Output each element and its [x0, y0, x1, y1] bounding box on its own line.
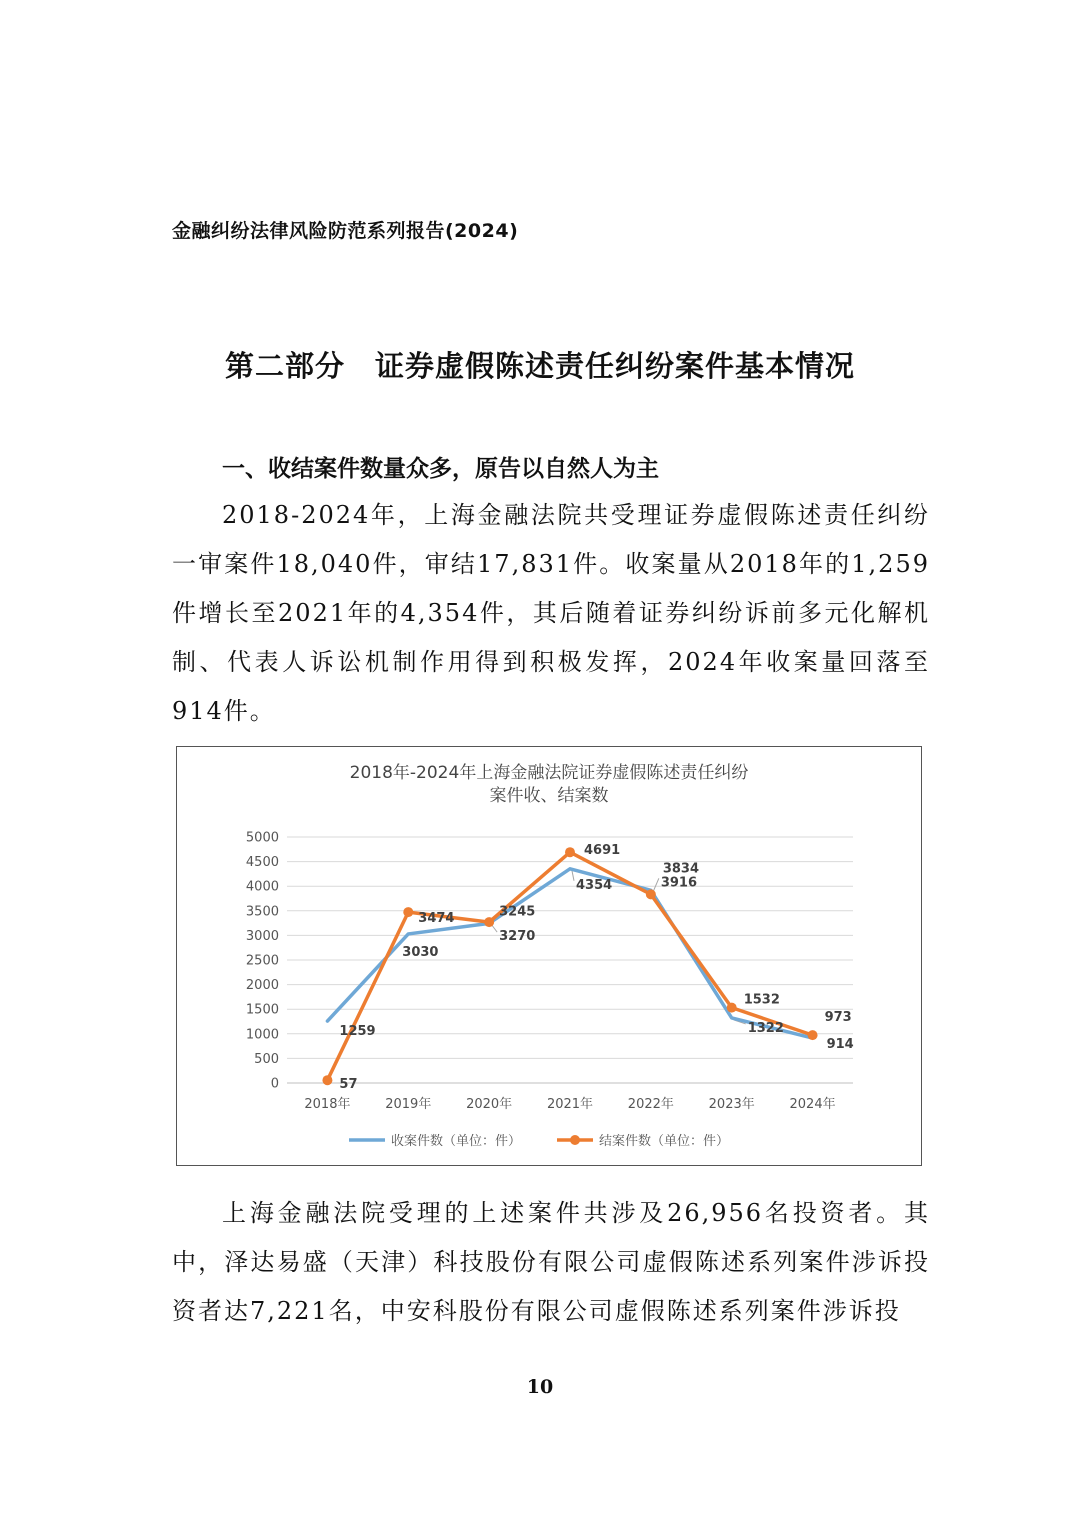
legend-label-closed: 结案件数（单位：件） — [599, 1134, 730, 1149]
section-heading: 一、收结案件数量众多，原告以自然人为主 — [222, 456, 659, 482]
body-paragraph-1: 2018-2024年，上海金融法院共受理证券虚假陈述责任纠纷一审案件18,040件，审结17,831件。收案量从2018年的1,259件增长至2021年的4,354件，其后随着证券纠纷诉前多元化解机制、代表人诉讼机制作用得到积极发挥，2024年收案量回落至914件。 — [172, 501, 930, 725]
x-tick-label: 2022年 — [627, 1097, 674, 1112]
line-chart — [177, 747, 921, 1165]
y-tick-label: 1500 — [245, 1002, 279, 1018]
x-tick-label: 2023年 — [708, 1097, 755, 1112]
running-header: 金融纠纷法律风险防范系列报告(2024) — [172, 220, 519, 242]
chart-title-line-1: 2018年-2024年上海金融法院证券虚假陈述责任纠纷 — [349, 763, 749, 783]
data-label-closed: 973 — [824, 1010, 852, 1026]
data-label-closed: 57 — [339, 1077, 358, 1093]
data-point-closed — [565, 847, 575, 857]
legend-marker-closed — [570, 1135, 580, 1145]
data-label-closed: 3270 — [499, 929, 536, 945]
data-label-closed: 1532 — [743, 992, 780, 1008]
data-point-closed — [727, 1003, 737, 1013]
y-tick-label: 4000 — [245, 879, 279, 895]
chart-title-line-2: 案件收、结案数 — [489, 786, 609, 806]
data-label-received: 1259 — [339, 1024, 376, 1040]
x-tick-label: 2019年 — [385, 1097, 432, 1112]
data-point-closed — [403, 907, 413, 917]
data-label-received: 914 — [826, 1037, 854, 1053]
y-tick-label: 4500 — [245, 855, 279, 871]
data-label-received: 3916 — [660, 875, 698, 891]
y-tick-label: 3000 — [245, 928, 279, 944]
x-tick-label: 2024年 — [789, 1097, 836, 1112]
data-point-closed — [484, 917, 494, 927]
data-point-closed — [808, 1030, 818, 1040]
legend-label-received: 收案件数（单位：件） — [391, 1134, 522, 1149]
y-tick-label: 1000 — [245, 1027, 279, 1043]
y-tick-label: 3500 — [245, 904, 279, 920]
y-tick-label: 2000 — [245, 978, 279, 994]
label-leader-line — [572, 871, 574, 881]
y-tick-label: 500 — [254, 1051, 279, 1067]
data-label-received: 3030 — [402, 944, 439, 960]
body-paragraph-2: 上海金融法院受理的上述案件共涉及26,956名投资者。其中，泽达易盛（天津）科技股份有限公司虚假陈述系列案件涉诉投资者达7,221名，中安科股份有限公司虚假陈述系列案件涉诉投 — [172, 1199, 930, 1325]
series-line-received — [327, 869, 812, 1038]
data-label-closed: 3474 — [418, 911, 455, 927]
data-label-received: 3245 — [499, 904, 536, 920]
y-tick-label: 5000 — [245, 830, 279, 846]
data-label-received: 1322 — [747, 1020, 784, 1036]
part-title: 第二部分 证券虚假陈述责任纠纷案件基本情况 — [224, 349, 855, 383]
y-tick-label: 0 — [270, 1076, 279, 1092]
y-tick-label: 2500 — [245, 953, 279, 969]
data-point-closed — [646, 889, 656, 899]
page-number: 10 — [526, 1376, 554, 1398]
x-tick-label: 2020年 — [466, 1097, 513, 1112]
x-tick-label: 2018年 — [304, 1097, 351, 1112]
chart-frame — [176, 746, 922, 1166]
data-label-received: 4354 — [576, 877, 613, 893]
data-point-closed — [322, 1075, 332, 1085]
label-leader-line — [653, 878, 659, 892]
data-label-closed: 3834 — [662, 861, 700, 877]
data-label-closed: 4691 — [584, 843, 621, 859]
x-tick-label: 2021年 — [546, 1097, 594, 1112]
